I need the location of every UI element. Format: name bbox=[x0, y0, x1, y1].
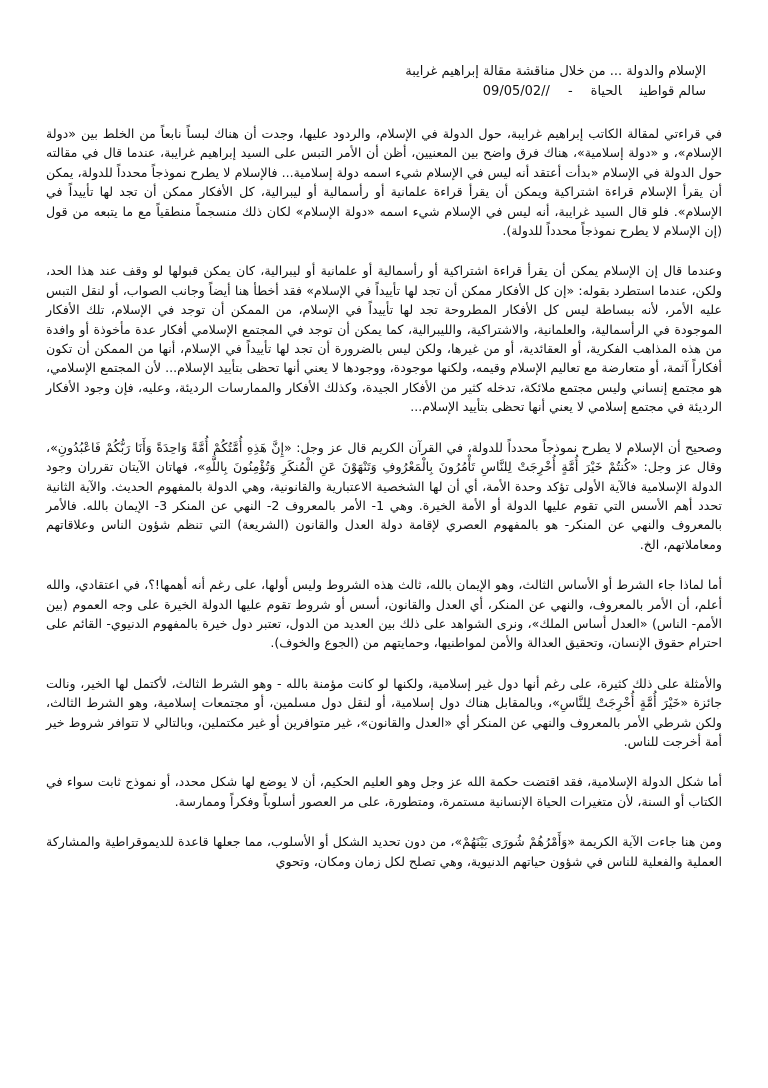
paragraph-6: أما شكل الدولة الإسلامية، فقد اقتضت حكمة الله عز وجل وهو العليم الحكيم، أن لا يوضع لها شكل محدد، أو نموذج ثابت سواء في الكتاب أو السنة، لأن متغيرات الحياة الإنسانية مستمرة، ومتطورة، على مر العصور أسلوباً وفكراً وممارسة. bbox=[46, 774, 722, 809]
paragraph-1: في قراءتي لمقالة الكاتب إبراهيم غرايبة، حول الدولة في الإسلام، والردود عليها، وجدت أن هناك لبساً نابعاً من الخلط بين «دولة الإسلام»، و «دولة إسلامية»، هناك فرق واضح بين المعنيين، أظن أن الأمر التبس على السيد إبراهيم غرايبة، عندما قال في مقالته حول الدولة في الإسلام «بدأت أعتقد أنه ليس في الإسلام شيء اسمه دولة إسلامية... فالإسلام لا يطرح نموذجاً محدداً للدولة، يمكن أن يقرأ الإسلام قراءة اشتراكية ويمكن أن يقرأ قراءة علمانية أو رأسمالية أو ليبرالية، كل الأفكار ممكن أن تجد لها تأييداً في الإسلام». فلو قال السيد غرايبة، أنه ليس في الإسلام شيء اسمه «دولة الإسلام» لكان ذلك منسجماً منطقياً مع ما يتبعه من قول (إن الإسلام لا يطرح نموذجاً محدداً للدولة). bbox=[46, 126, 722, 239]
publish-date: //09/05/02 bbox=[482, 84, 550, 99]
paragraph-5: والأمثلة على ذلك كثيرة، على رغم أنها دول غير إسلامية، ولكنها لو كانت مؤمنة بالله - وهو الشرط الثالث، لأكتمل لها الخير، ونالت جائزة «خَيْرَ أُمَّةٍ أُخْرِجَتْ لِلنَّاسِ»، وبالمقابل هناك دول إسلامية، أو لنقل دول مسلمين، أو مجتمعات إسلامية، وهو الشرط الثالث، ولكن شرطي الأمر بالمعروف والنهي عن المنكر أي «العدل والقانون»، غير متوافرين أو غير مكتملين، وبالتالي لا تتوافر شروط خير أمة أخرجت للناس. bbox=[46, 675, 722, 749]
paragraph-2: وعندما قال إن الإسلام يمكن أن يقرأ قراءة اشتراكية أو رأسمالية أو علمانية أو ليبرالية، كان يمكن قبولها لو وقف عند هذا الحد، ولكن، عندما استطرد بقوله: «إن كل الأفكار ممكن أن تجد لها تأييداً في الإسلام» فقد أخطأ هنا أيضاً وجانب الصواب، أو لنقل التبس عليه الأمر، لأنه ببساطة ليس كل الأفكار المطروحة تجد لها تأييداً في الإسلام، من الممكن أن توجد في الإسلام، تلك الأفكار الموجودة في الرأسمالية، والعلمانية، والاشتراكية، والليبرالية، كما يمكن أن توجد في المجتمع الإسلامي أفكار عدة مأخوذة أو وافدة من هذه المذاهب الفكرية، أو العقائدية، أو من غيرها، ولكن ليس بالضرورة أن تجد لها تأييداً في الإسلام، أنها من الممكن أن تكون أفكاراً آثمة، أو متعارضة مع تعاليم الإسلام وقيمه، ولكنها موجودة، ووجودها لا يعني أنها تحظى بتأييد الإسلام... لأن المجتمع الإسلامي، هو مجتمع إنساني وليس مجتمع ملائكة، تدخله كثير من الأفكار الجيدة، وكذلك الأفكار والممارسات الرديئة، وعليه، فإن وجود الأفكار الرديئة في مجتمع إسلامي لا يعني أنها تحظى بتأييد الإسلام... bbox=[46, 263, 722, 415]
article-title: الإسلام والدولة ... من خلال مناقشة مقالة إبراهيم غرايبة bbox=[405, 64, 706, 79]
source-name: الحياة bbox=[590, 84, 622, 99]
meta-separator: - bbox=[567, 84, 573, 99]
paragraph-4: أما لماذا جاء الشرط أو الأساس الثالث، وهو الإيمان بالله، ثالث هذه الشروط وليس أولها، على رغم أنه أهمها!؟، في اعتقادي، والله أعلم، أن الأمر بالمعروف، والنهي عن المنكر، أي العدل والقانون، أسس أو شروط تقوم عليها الدولة الخيرة على وجه العموم (بين الأمم- الناس) «العدل أساس الملك»، ونرى الشواهد على ذلك بين العديد من الدول، تعتبر دول خيرة بالمفهوم الدنيوي- القائم على احترام حقوق الإنسان، وتحقيق العدالة والأمن لمواطنيها، وحمايتهم من (الجوع والخوف). bbox=[46, 577, 722, 651]
paragraph-3: وصحيح أن الإسلام لا يطرح نموذجاً محدداً للدولة، في القرآن الكريم قال عز وجل: «إِنَّ هَذِهِ أُمَّتُكُمْ أُمَّةً وَاحِدَةً وَأَنَا رَبُّكُمْ فَاعْبُدُونِ»، وقال عز وجل: «كُنتُمْ خَيْرَ أُمَّةٍ أُخْرِجَتْ لِلنَّاسِ تَأْمُرُونَ بِالْمَعْرُوفِ وَتَنْهَوْنَ عَنِ الْمُنكَرِ وَتُؤْمِنُونَ بِاللَّهِ»، فهاتان الآيتان تقرران وجود الدولة الإسلامية فالآية الأولى تؤكد وحدة الأمة، أي أن لها الشخصية الاعتبارية والقانونية، وهي الدولة بالمفهوم الحديث. والآية الثانية تحدد أهم الأسس التي تقوم عليها الدولة أو الأمة الخيرة. وهي 1- الأمر بالمعروف 2- النهي عن المنكر 3- الإيمان بالله. فالأمر بالمعروف والنهي عن المنكر- هو بالمفهوم العصري لإقامة دولة العدل والقانون (الشريعة) التي تنظم شؤون الناس وعلاقاتهم ومعاملاتهم، الخ. bbox=[46, 439, 722, 552]
article-header bbox=[46, 62, 722, 102]
article-meta bbox=[46, 82, 706, 102]
paragraph-7: ومن هنا جاءت الآية الكريمة «وَأَمْرُهُمْ شُورَى بَيْنَهُمْ»، من دون تحديد الشكل أو الأسلوب، مما جعلها قاعدة للديموقراطية والمشاركة العملية والفعلية للناس في شؤون حياتهم الدنيوية، وهي تصلح لكل زمان ومكان، وتحوي bbox=[46, 834, 722, 869]
author-name: سالم قواطين bbox=[639, 84, 706, 99]
